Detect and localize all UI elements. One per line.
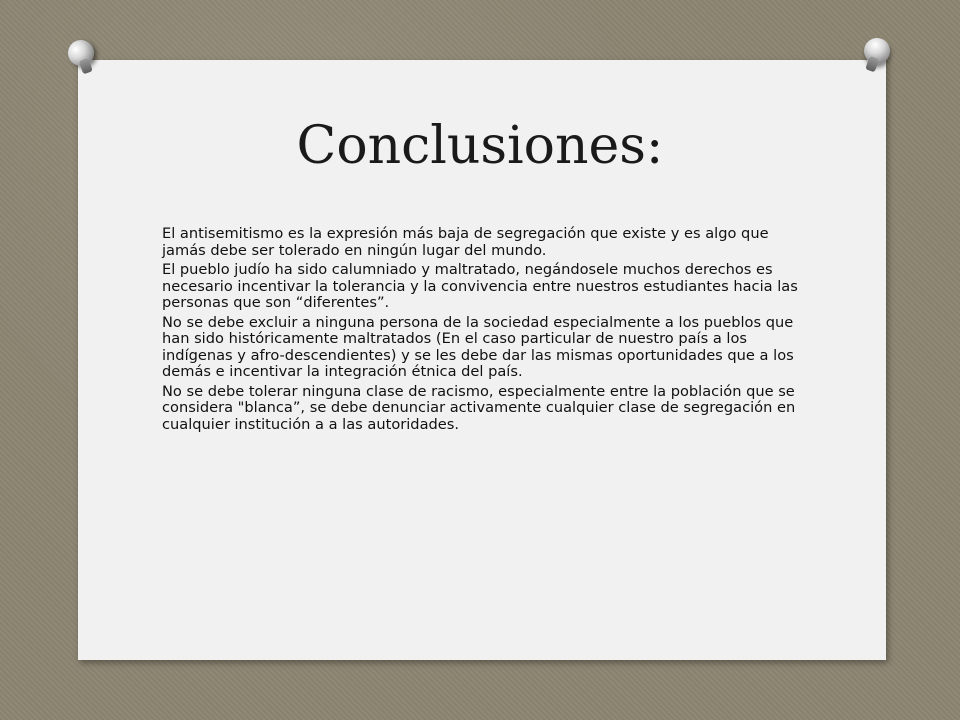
bullet-item: El pueblo judío ha sido calumniado y maltratado, negándosele muchos derechos es necesario incentivar la tolerancia y la convivencia entre nuestros estudiantes hacia las personas que son “diferentes”. [162,261,798,311]
bullet-item: No se debe tolerar ninguna clase de racismo, especialmente entre la población que se considera "blanca”, se debe denunciar activamente cualquier clase de segregación en cualquier institución a a las autoridades. [162,382,796,433]
bullet-item: El antisemitismo es la expresión más baja de segregación que existe y es algo que jamás debe ser tolerado en ningún lugar del mundo. [162,225,769,259]
bullet-item: No se debe excluir a ninguna persona de la sociedad especialmente a los pueblos que han sido históricamente maltratados (En el caso particular de nuestro país a los indígenas y afro-descendientes) y se les debe dar las mismas oportunidades que a los demás e incentivar la integración étnica del país. [162,313,794,380]
bullet-list [162,226,802,436]
slide-title: Conclusiones: [296,116,664,176]
